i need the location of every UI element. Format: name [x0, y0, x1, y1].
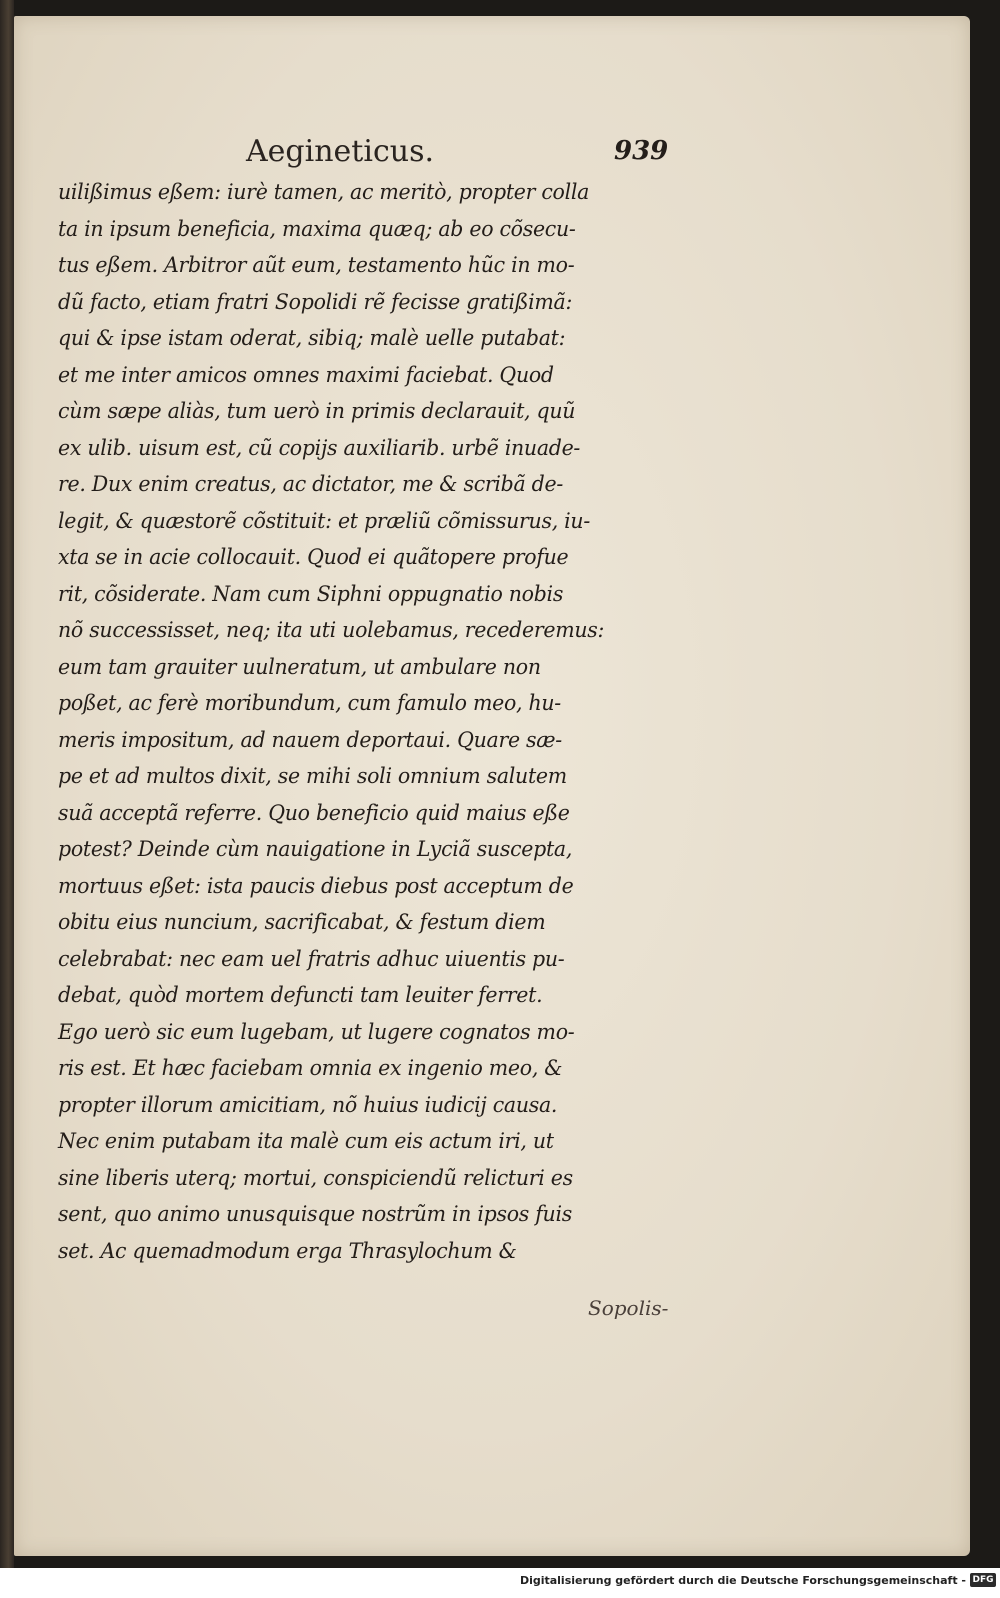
- text-line: mortuus eßet: ista paucis diebus post acceptum de: [58, 873, 574, 898]
- text-line: re. Dux enim creatus, ac dictator, me & scribã de-: [58, 472, 563, 496]
- text-line: ris est. Et hæc faciebam omnia ex ingenio meo, &: [58, 1056, 563, 1080]
- text-line: cùm sæpe aliàs, tum uerò in primis declarauit, quũ: [58, 399, 576, 423]
- text-line: debat, quòd mortem defuncti tam leuiter ferret.: [58, 983, 543, 1007]
- text-line: obitu eius nuncium, sacrificabat, & festum diem: [58, 910, 546, 934]
- text-line: celebrabat: nec eam uel fratris adhuc uiuentis pu-: [58, 946, 565, 971]
- text-line: legit, & quæstorẽ cõstituit: et præliũ cõmissurus, iu-: [58, 508, 590, 533]
- footer-bar: [0, 1568, 1000, 1598]
- catchword: Sopolis-: [588, 1296, 669, 1320]
- text-line: sine liberis uterq; mortui, conspiciendũ relicturi es: [58, 1165, 573, 1190]
- text-line: meris impositum, ad nauem deportaui. Quare sæ-: [58, 727, 562, 752]
- text-line: Nec enim putabam ita malè cum eis actum iri, ut: [58, 1129, 554, 1153]
- text-line: ta in ipsum beneficia, maxima quæq; ab eo cõsecu-: [58, 216, 576, 241]
- body-text: [58, 174, 698, 1269]
- page-number: 939: [614, 136, 669, 166]
- text-line: pe et ad multos dixit, se mihi soli omnium salutem: [58, 764, 567, 788]
- text-line: propter illorum amicitiam, nõ huius iudicij causa.: [58, 1092, 558, 1117]
- text-line: nõ successisset, neq; ita uti uolebamus, recederemus:: [58, 618, 605, 642]
- text-line: eum tam grauiter uulneratum, ut ambulare non: [58, 654, 541, 679]
- page-header: [14, 134, 970, 174]
- text-line: xta se in acie collocauit. Quod ei quãtopere profue: [58, 545, 569, 569]
- text-line: set. Ac quemadmodum erga Thrasylochum &: [58, 1238, 517, 1263]
- book-page: [14, 16, 970, 1556]
- running-title: Aegineticus.: [246, 134, 434, 169]
- dfg-logo-icon: DFG: [970, 1573, 996, 1587]
- text-line: dũ facto, etiam fratri Sopolidi rẽ fecisse gratißimã:: [58, 289, 573, 314]
- text-line: potest? Deinde cùm nauigatione in Lyciã suscepta,: [58, 837, 573, 861]
- text-line: sent, quo animo unusquisque nostrũm in ipsos fuis: [58, 1202, 572, 1226]
- text-line: suã acceptã referre. Quo beneficio quid maius eße: [58, 800, 570, 825]
- text-line: qui & ipse istam oderat, sibiq; malè uelle putabat:: [58, 326, 566, 350]
- text-line: uilißimus eßem: iurè tamen, ac meritò, propter colla: [58, 180, 590, 204]
- funding-credit: Digitalisierung gefördert durch die Deutsche Forschungsgemeinschaft -: [519, 1574, 966, 1587]
- text-line: rit, cõsiderate. Nam cum Siphni oppugnatio nobis: [58, 581, 564, 606]
- text-line: tus eßem. Arbitror aũt eum, testamento hũc in mo-: [58, 253, 575, 277]
- text-line: poßet, ac ferè moribundum, cum famulo meo, hu-: [58, 691, 561, 715]
- text-line: et me inter amicos omnes maximi faciebat. Quod: [58, 362, 554, 387]
- text-line: ex ulib. uisum est, cũ copijs auxiliarib. urbẽ inuade-: [58, 435, 581, 460]
- text-line: Ego uerò sic eum lugebam, ut lugere cognatos mo-: [58, 1019, 575, 1044]
- book-binding: [0, 0, 14, 1568]
